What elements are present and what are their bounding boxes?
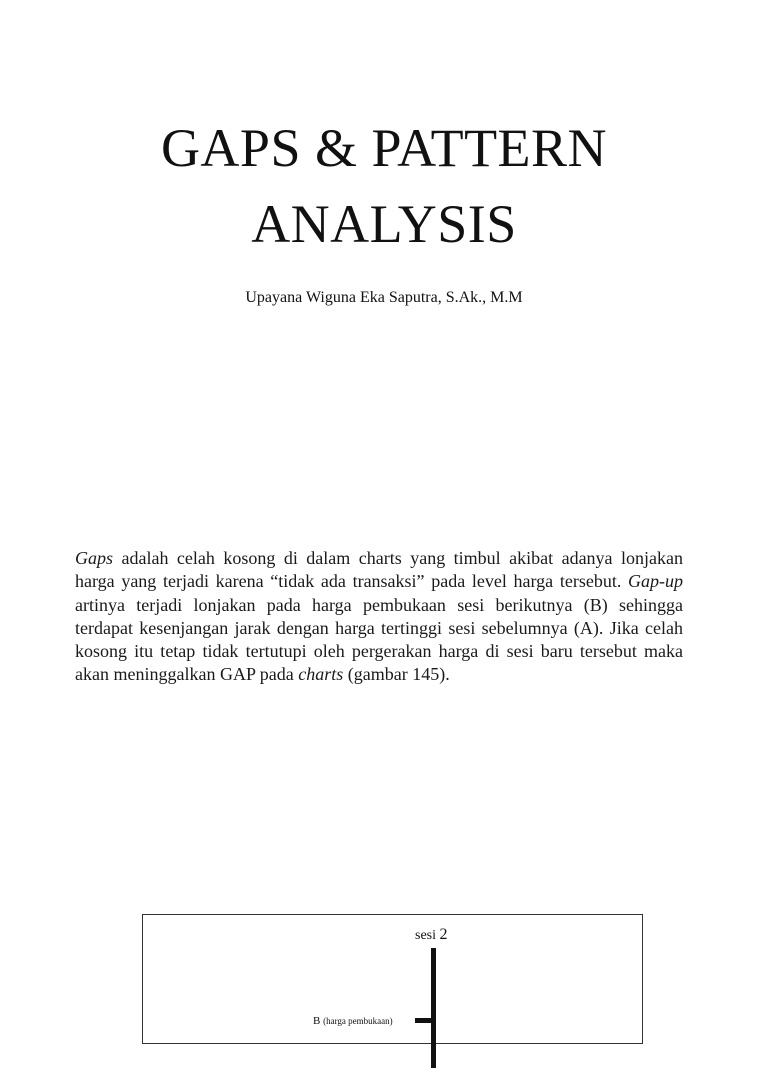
author-name: Upayana Wiguna Eka Saputra, S.Ak., M.M bbox=[245, 289, 523, 306]
open-note: (harga pembukaan) bbox=[323, 1016, 393, 1026]
paragraph-part-1: adalah celah kosong di dalam charts yang timbul akibat adanya lonjakan harga yang terjadi karena “tidak ada transaksi” pada level harga tersebut. bbox=[75, 548, 683, 592]
paragraph-part-2: artinya terjadi lonjakan pada harga pembukaan sesi berikutnya (B) sehingga terdapat kesenjangan jarak dengan harga tertinggi sesi sebelumnya (A). Jika celah kosong itu tetap tidak tertutupi oleh pergerakan harga di sesi baru tersebut maka akan meninggalkan GAP pada bbox=[75, 594, 683, 685]
title-line-1: GAPS & PATTERN bbox=[160, 118, 608, 178]
session-word: sesi bbox=[415, 928, 436, 943]
term-charts: charts bbox=[298, 664, 344, 685]
body-paragraph bbox=[75, 547, 683, 687]
gap-figure bbox=[142, 914, 643, 1044]
session-2-candle bbox=[431, 948, 436, 1068]
term-gaps: Gaps bbox=[75, 548, 114, 568]
term-gap-up: Gap-up bbox=[628, 571, 683, 592]
open-price-label bbox=[313, 1015, 393, 1028]
open-price-tick bbox=[415, 1018, 432, 1023]
document-title bbox=[0, 110, 768, 262]
open-letter: B bbox=[313, 1015, 321, 1027]
session-label bbox=[415, 927, 448, 944]
title-line-2: ANALYSIS bbox=[251, 194, 517, 254]
session-number: 2 bbox=[439, 926, 448, 943]
paragraph-part-3: (gambar 145). bbox=[343, 664, 450, 685]
